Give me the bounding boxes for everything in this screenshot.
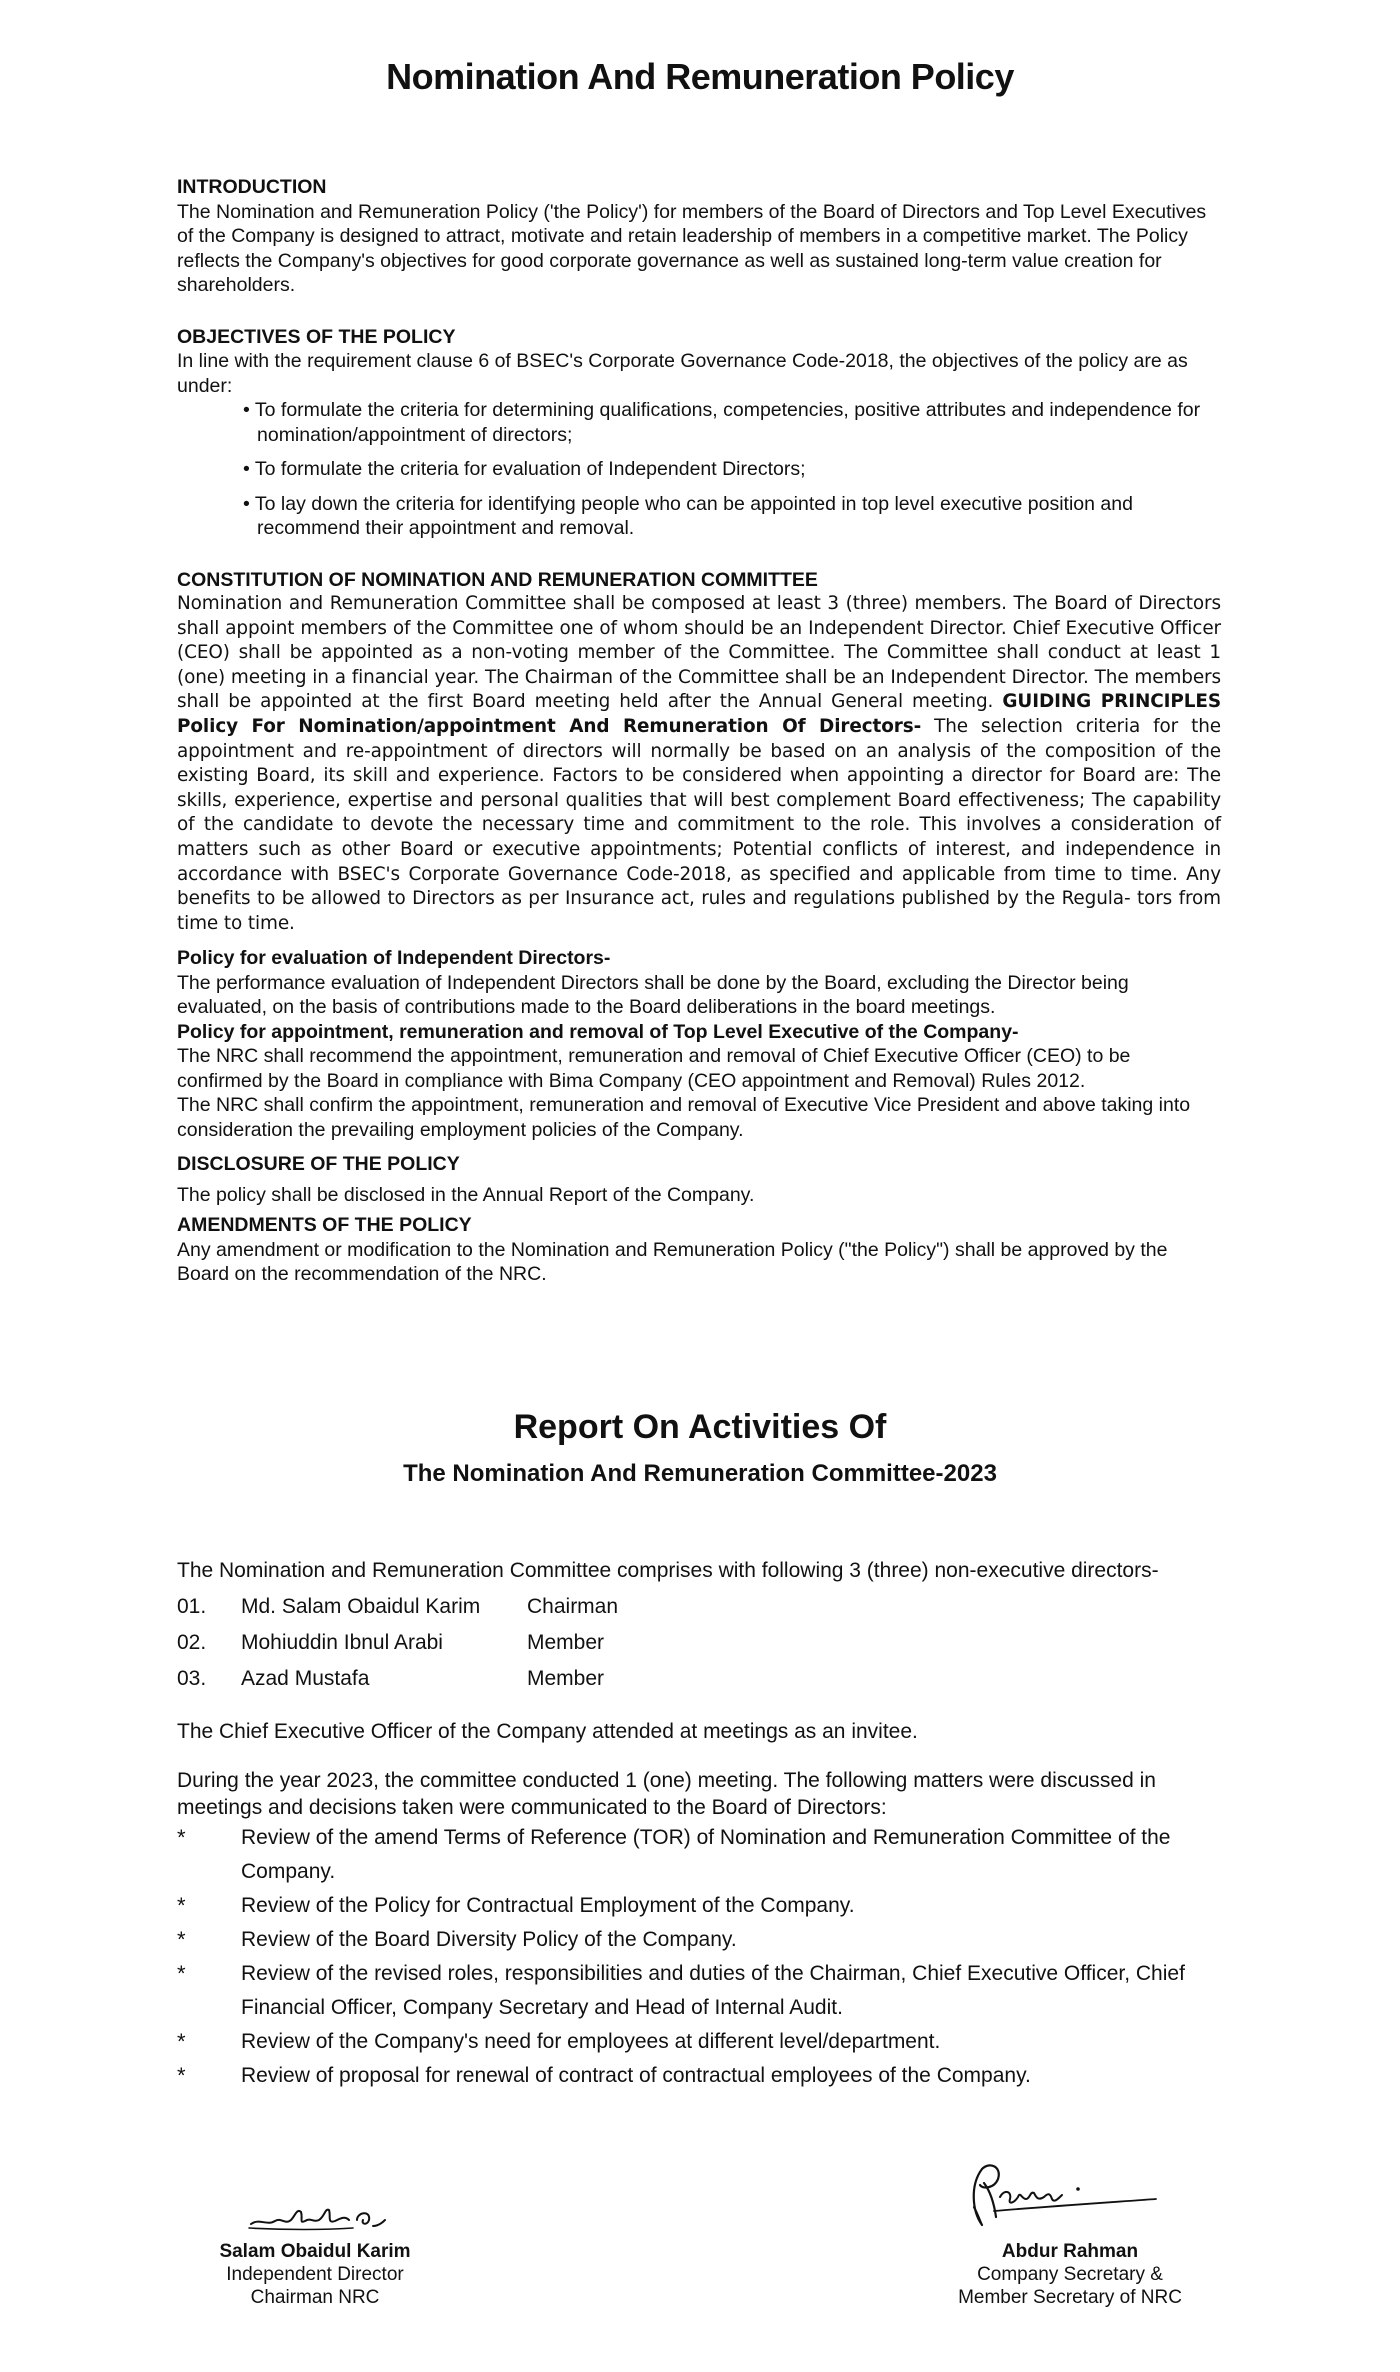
member-row [177,1625,1227,1661]
asterisk-bullet: * [177,1961,186,1986]
report-subtitle: The Nomination And Remuneration Committee-2023 [403,1460,997,1487]
top-exec-heading: Policy for appointment, remuneration and removal of Top Level Executive of the Company- [177,1020,1019,1043]
amendments-text: Any amendment or modification to the Nomination and Remuneration Policy ("the Policy") shall be approved by the Board on the recommendation of the NRC. [177,1238,1168,1286]
introduction-heading: INTRODUCTION [177,176,327,198]
asterisk-bullet: * [177,1893,186,1918]
matter-item [177,2025,1227,2059]
signatory-role: Chairman NRC [250,2287,380,2308]
report-title: Report On Activities Of [513,1408,887,1446]
top-exec-text-2: The NRC shall confirm the appointment, remuneration and removal of Executive Vice President and above taking into consideration the prevailing employment policies of the Company. [177,1094,1191,1141]
signature-block-right [910,2240,1230,2309]
member-name: Azad Mustafa [241,1667,370,1690]
matter-item [177,1957,1227,2025]
member-role: Chairman [527,1595,619,1618]
member-name: Mohiuddin Ibnul Arabi [241,1631,443,1654]
policy-body [177,175,1221,1287]
asterisk-bullet: * [177,1825,186,1850]
member-row [177,1589,1227,1625]
matter-text: Review of the amend Terms of Reference (TOR) of Nomination and Remuneration Committee of the Company. [241,1826,1171,1883]
matter-text: Review of the Policy for Contractual Employment of the Company. [241,1894,855,1917]
asterisk-bullet: * [177,2029,186,2054]
member-number: 02. [177,1631,207,1654]
member-number: 01. [177,1595,207,1618]
signature-right-icon [960,2155,1160,2235]
guiding-principles-heading: GUIDING PRINCIPLES Policy For Nomination/appointment And Remuneration Of Directors- [177,691,1222,737]
signature-left-icon [245,2190,395,2240]
signatory-name: Salam Obaidul Karim [219,2241,411,2262]
constitution-heading: CONSTITUTION OF NOMINATION AND REMUNERATION COMMITTEE [177,568,818,591]
page-title: Nomination And Remuneration Policy [386,56,1014,97]
asterisk-bullet: * [177,1927,186,1952]
signatory-role: Member Secretary of NRC [958,2287,1182,2308]
introduction-text: The Nomination and Remuneration Policy ('the Policy') for members of the Board of Directors and Top Level Executives of the Company is designed to attract, motivate and retain leadership of members in a competitive market. The Policy reflects the Company's objectives for good corporate governance as well as sustained long-term value creation for shareholders. [177,200,1207,296]
top-exec-text-1: The NRC shall recommend the appointment, remuneration and removal of Chief Executive Officer (CEO) to be confirmed by the Board in compliance with Bima Company (CEO appointment and Removal) Rules 2012. [177,1045,1131,1092]
asterisk-bullet: * [177,2063,186,2088]
member-role: Member [527,1667,605,1690]
signatory-title: Independent Director [226,2264,404,2285]
objective-bullet: • To formulate the criteria for determining qualifications, competencies, positive attributes and independence for nomination/appointment of directors; [243,399,1201,446]
member-role: Member [527,1631,605,1654]
matter-text: Review of the revised roles, responsibilities and duties of the Chairman, Chief Executive Officer, Chief Financial Officer, Company Secretary and Head of Internal Audit. [241,1962,1185,2019]
independent-eval-heading: Policy for evaluation of Independent Directors- [177,947,611,970]
matter-item [177,2059,1227,2093]
constitution-text-after: The selection criteria for the appointment and re-appointment of directors will normally be based on an analysis of the composition of the existing Board, its skill and experience. Factors to be considered when appointing a director for Board are: The skills, experience, expertise and personal qualities that will best complement Board effectiveness; The capability of the candidate to devote the necessary time and commitment to the role. This involves a consideration of matters such as other Board or executive appointments; Potential conflicts of interest, and independence in accordance with BSEC's Corporate Governance Code-2018, as specified and applicable from time to time. Any benefits to be allowed to Directors as per Insurance act, rules and regulations published by the Regula- tors from time to time. [177,715,1221,934]
signatory-name: Abdur Rahman [1001,2241,1139,2262]
ceo-note: The Chief Executive Officer of the Company attended at meetings as an invitee. [177,1720,918,1743]
matter-text: Review of the Company's need for employees at different level/department. [241,2030,941,2053]
report-body [177,1553,1227,2093]
member-name: Md. Salam Obaidul Karim [241,1595,481,1618]
matter-item [177,1889,1227,1923]
objectives-text: In line with the requirement clause 6 of BSEC's Corporate Governance Code-2018, the objectives of the policy are as under: [177,350,1188,397]
matter-text: Review of proposal for renewal of contract of contractual employees of the Company. [241,2064,1031,2087]
member-row [177,1661,1227,1697]
disclosure-heading: DISCLOSURE OF THE POLICY [177,1153,460,1176]
objectives-heading: OBJECTIVES OF THE POLICY [177,325,456,348]
report-intro: The Nomination and Remuneration Committee comprises with following 3 (three) non-executive directors- [177,1559,1159,1582]
amendments-heading: AMENDMENTS OF THE POLICY [177,1214,472,1237]
signatory-title: Company Secretary & [977,2264,1163,2285]
independent-eval-text: The performance evaluation of Independent Directors shall be done by the Board, excluding the Director being evaluated, on the basis of contributions made to the Board deliberations in the board meetings. [177,971,1129,1019]
objective-bullet: • To formulate the criteria for evaluation of Independent Directors; [243,458,806,480]
constitution-text-before: Nomination and Remuneration Committee shall be composed at least 3 (three) members. The Board of Directors shall appoint members of the Committee one of whom should be an Independent Director. Chief Executive Officer (CEO) shall be appointed as a non-voting member of the Committee. The Committee shall conduct at least 1 (one) meeting in a financial year. The Chairman of the Committee shall be an Independent Director. The members shall be appointed at the first Board meeting held after the Annual General meeting. [177,593,1221,713]
matter-text: Review of the Board Diversity Policy of the Company. [241,1928,737,1951]
matter-item [177,1923,1227,1957]
matter-item [177,1821,1227,1889]
constitution-text [177,592,1221,936]
meetings-text: During the year 2023, the committee conducted 1 (one) meeting. The following matters were discussed in meetings and decisions taken were communicated to the Board of Directors: [177,1769,1156,1819]
objective-bullet: • To lay down the criteria for identifying people who can be appointed in top level executive position and recommend their appointment and removal. [243,492,1133,539]
disclosure-text: The policy shall be disclosed in the Annual Report of the Company. [177,1183,755,1206]
member-number: 03. [177,1667,207,1690]
signature-block-left [175,2240,455,2309]
